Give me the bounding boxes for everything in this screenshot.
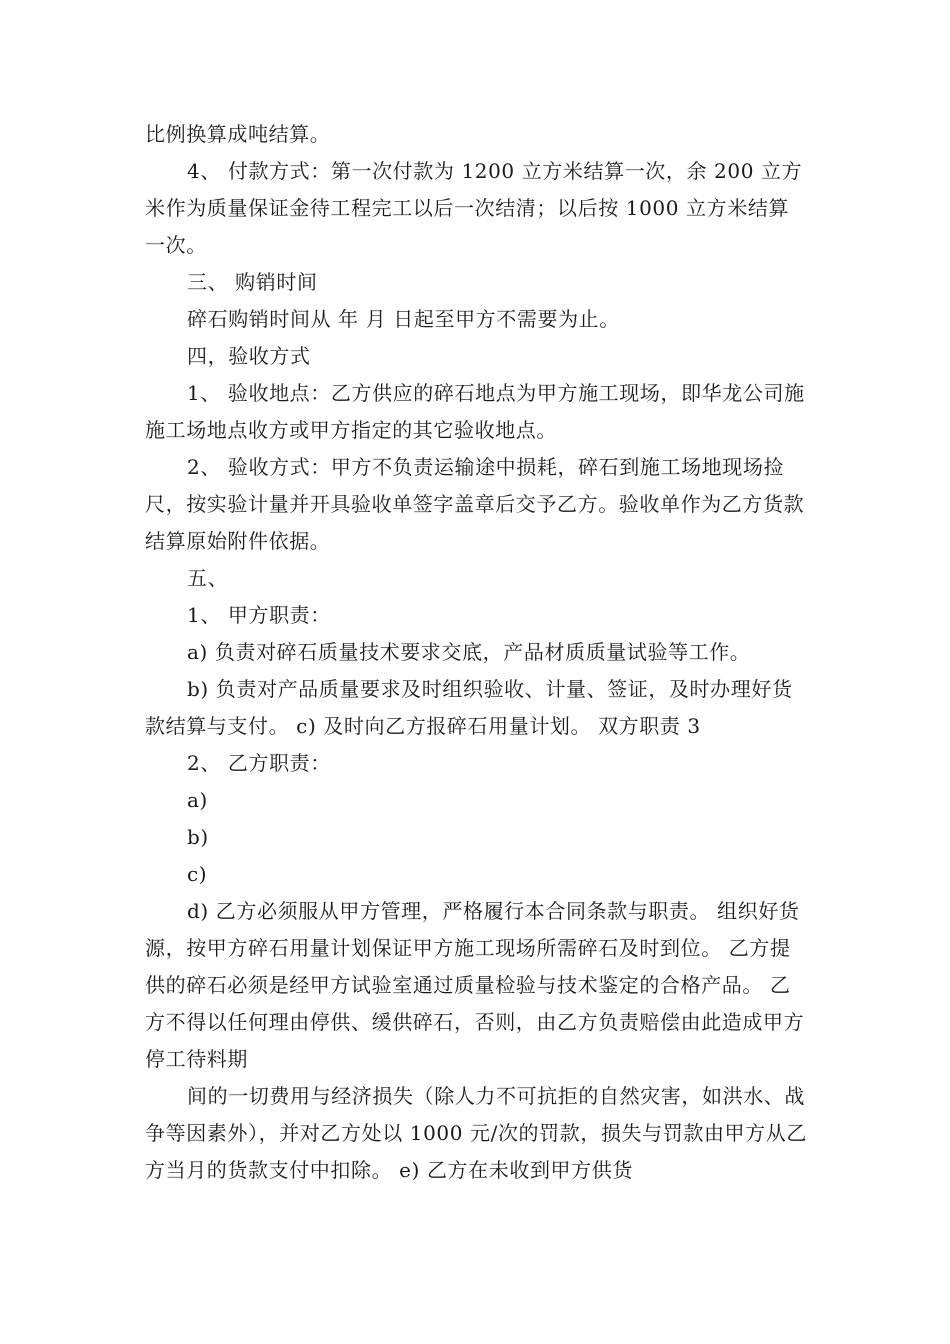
- section-heading-acceptance: 四，验收方式: [187, 344, 311, 368]
- paragraph-acceptance-method: 2、 验收方式：甲方不负责运输途中损耗，碎石到施工场地现场捡尺，按实验计量并开具验收单签字盖章后交予乙方。验收单作为乙方货款结算原始附件依据。: [145, 455, 805, 553]
- paragraph-continuation: 比例换算成吨结算。: [145, 122, 331, 146]
- paragraph-payment-method: 4、 付款方式：第一次付款为 1200 立方米结算一次，余 200 立方米作为质量保证金待工程完工以后一次结清；以后按 1000 立方米结算一次。: [145, 159, 803, 257]
- subheading-party-a-duties: 1、 甲方职责：: [187, 603, 331, 627]
- paragraph-purchase-time: 碎石购销时间从 年 月 日起至甲方不需要为止。: [187, 307, 620, 331]
- paragraph-penalty: 间的一切费用与经济损失（除人力不可抗拒的自然灾害，如洪水、战争等因素外），并对乙方处以 1000 元/次的罚款，损失与罚款由甲方从乙方当月的货款支付中扣除。 e) 乙方在未收到甲方供货: [145, 1084, 807, 1182]
- list-item-b-duty-d: d) 乙方必须服从甲方管理，严格履行本合同条款与职责。 组织好货源，按甲方碎石用量计划保证甲方施工现场所需碎石及时到位。 乙方提供的碎石必须是经甲方试验室通过质量检验与技术鉴定的合格产品。 乙方不得以任何理由停供、缓供碎石，否则，由乙方负责赔偿由此造成甲方停工待料期: [145, 899, 805, 1071]
- section-heading-purchase-time: 三、 购销时间: [187, 270, 318, 294]
- list-item-b-duty-c: c): [187, 862, 208, 886]
- list-item-b-duty-b: b): [187, 825, 209, 849]
- section-heading-five: 五、: [187, 566, 229, 590]
- list-item-b-duty-a: a): [187, 788, 208, 812]
- list-item-a-duty-a: a) 负责对碎石质量技术要求交底，产品材质质量试验等工作。: [187, 640, 751, 664]
- subheading-party-b-duties: 2、 乙方职责：: [187, 751, 331, 775]
- paragraph-acceptance-location: 1、 验收地点：乙方供应的碎石地点为甲方施工现场，即华龙公司施施工场地点收方或甲方指定的其它验收地点。: [145, 381, 805, 442]
- list-item-a-duty-b: b) 负责对产品质量要求及时组织验收、计量、签证，及时办理好货款结算与支付。 c) 及时向乙方报碎石用量计划。 双方职责 3: [145, 677, 793, 738]
